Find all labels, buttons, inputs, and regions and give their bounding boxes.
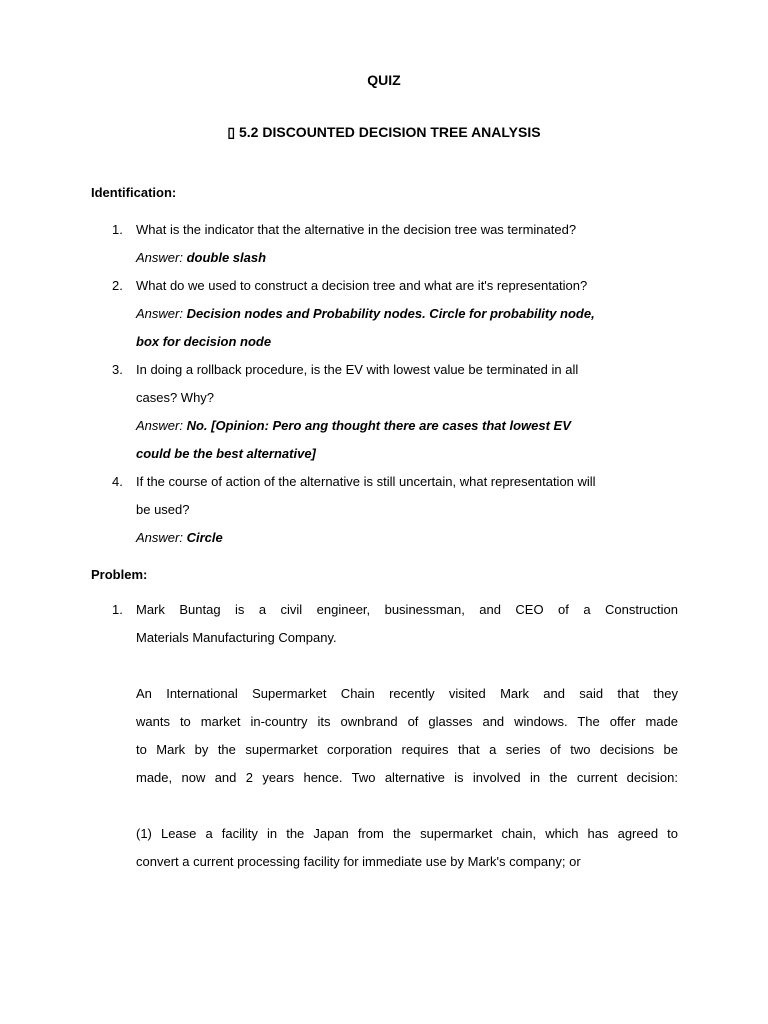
answer-value: Circle bbox=[186, 530, 223, 545]
answer-label: Answer: bbox=[136, 418, 183, 433]
item-number: 3. bbox=[112, 362, 123, 377]
answer-line bbox=[136, 306, 678, 322]
answer-value: box for decision node bbox=[136, 334, 272, 349]
page-title: QUIZ bbox=[367, 72, 401, 88]
paragraph-line: Materials Manufacturing Company. bbox=[136, 630, 337, 645]
paragraph-line: Mark Buntag is a civil engineer, businessman, and CEO of a Construction bbox=[136, 602, 678, 617]
paragraph-line: An International Supermarket Chain recently visited Mark and said that they bbox=[136, 686, 678, 701]
item-number: 1. bbox=[112, 222, 123, 237]
answer-value: could be the best alternative] bbox=[136, 446, 316, 461]
question-text: What is the indicator that the alternative in the decision tree was terminated? bbox=[136, 222, 577, 237]
answer-line bbox=[136, 418, 678, 434]
answer-line bbox=[136, 334, 678, 350]
paragraph-line: convert a current processing facility for immediate use by Mark's company; or bbox=[136, 854, 581, 869]
question-text: If the course of action of the alternative is still uncertain, what representation will bbox=[136, 474, 596, 489]
answer-line bbox=[136, 250, 678, 266]
answer-label: Answer: bbox=[136, 530, 183, 545]
item-number: 2. bbox=[112, 278, 123, 293]
paragraph-line: wants to market in-country its ownbrand of glasses and windows. The offer made bbox=[136, 714, 678, 729]
identification-heading: Identification: bbox=[91, 185, 177, 200]
paragraph-line: (1) Lease a facility in the Japan from the supermarket chain, which has agreed to bbox=[136, 826, 678, 841]
question-text: What do we used to construct a decision tree and what are it's representation? bbox=[136, 278, 588, 293]
paragraph-line: to Mark by the supermarket corporation requires that a series of two decisions be bbox=[136, 742, 678, 757]
item-number: 4. bbox=[112, 474, 123, 489]
paragraph-line: made, now and 2 years hence. Two alternative is involved in the current decision: bbox=[136, 770, 678, 785]
answer-line bbox=[136, 446, 678, 462]
answer-value: No. [Opinion: Pero ang thought there are cases that lowest EV bbox=[186, 418, 571, 433]
item-number: 1. bbox=[112, 602, 123, 617]
question-text: cases? Why? bbox=[136, 390, 215, 405]
answer-line bbox=[136, 530, 678, 546]
answer-label: Answer: bbox=[136, 306, 183, 321]
answer-value: double slash bbox=[186, 250, 267, 265]
answer-label: Answer: bbox=[136, 250, 183, 265]
problem-heading: Problem: bbox=[91, 567, 148, 582]
question-text: be used? bbox=[136, 502, 190, 517]
question-text: In doing a rollback procedure, is the EV with lowest value be terminated in all bbox=[136, 362, 579, 377]
section-title: ▯ 5.2 DISCOUNTED DECISION TREE ANALYSIS bbox=[227, 124, 541, 140]
answer-value: Decision nodes and Probability nodes. Circle for probability node, bbox=[186, 306, 595, 321]
